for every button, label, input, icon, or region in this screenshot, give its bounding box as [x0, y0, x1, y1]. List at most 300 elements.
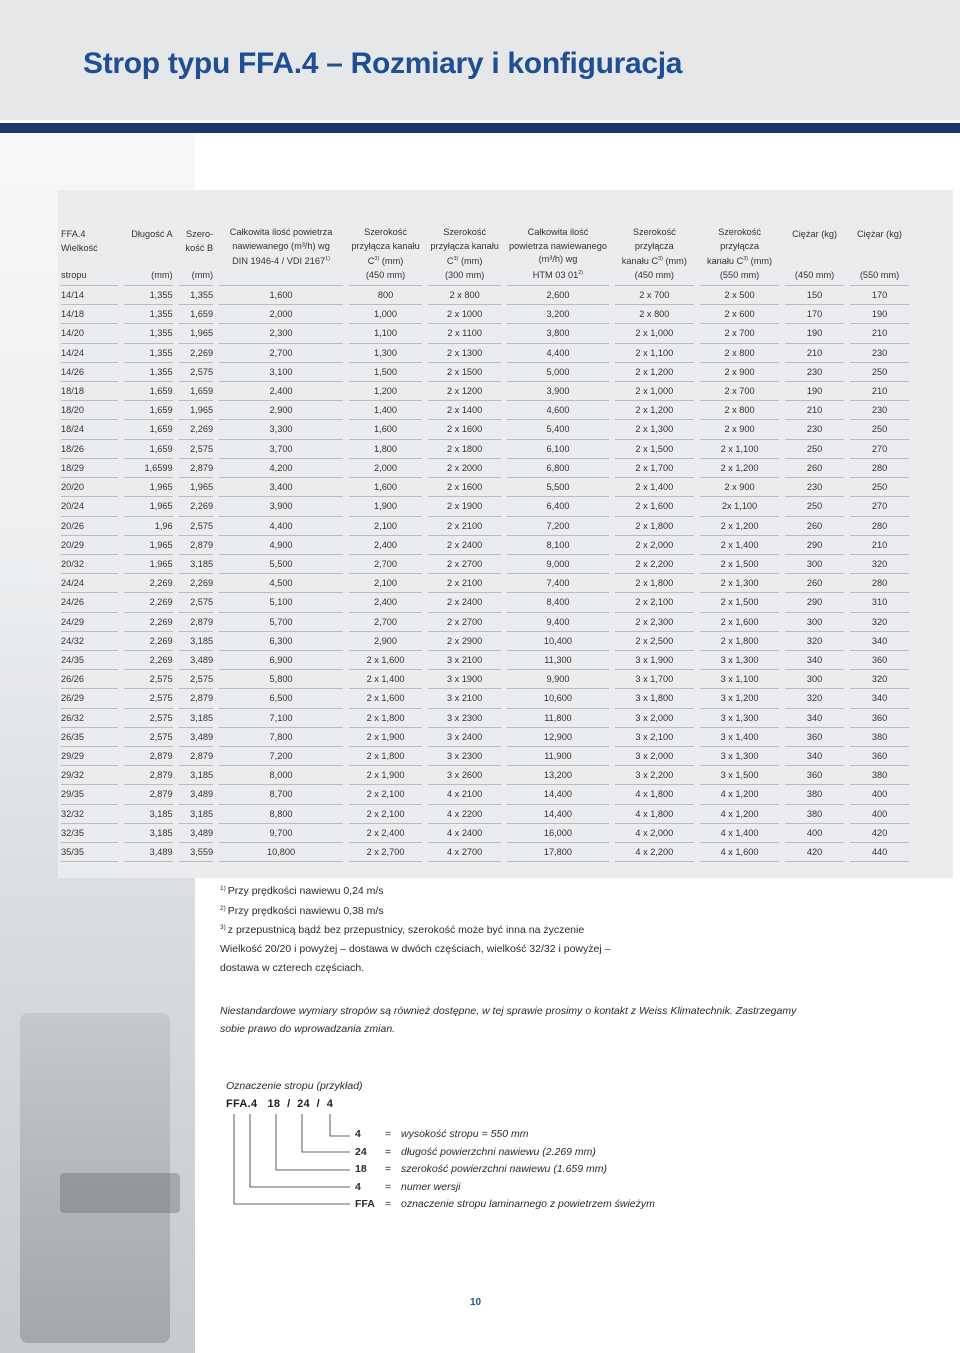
- table-cell: 260: [785, 517, 844, 536]
- table-cell: 8,700: [219, 785, 343, 804]
- table-cell: 1,355: [124, 305, 173, 324]
- table-cell: 2,879: [124, 766, 173, 785]
- table-cell: 340: [785, 709, 844, 728]
- table-cell: 2 x 2,200: [615, 555, 694, 574]
- table-row: [61, 440, 909, 459]
- table-cell: 29/32: [61, 766, 118, 785]
- table-cell: 6,800: [507, 459, 609, 478]
- table-cell: 8,100: [507, 536, 609, 555]
- table-cell: 26/35: [61, 728, 118, 747]
- table-cell: 4,500: [219, 574, 343, 593]
- designation-legend: [355, 1126, 655, 1214]
- legend-row: [355, 1126, 655, 1144]
- table-row: [61, 613, 909, 632]
- header-text: [813, 256, 816, 266]
- table-cell: 4 x 2,000: [615, 824, 694, 843]
- table-cell: 2,575: [179, 593, 214, 612]
- table-cell: 2,100: [349, 574, 422, 593]
- table-cell: 1,659: [124, 401, 173, 420]
- table-cell: 230: [785, 478, 844, 497]
- table-cell: 2 x 2,100: [349, 785, 422, 804]
- custom-sizes-note: Niestandardowe wymiary stropów są również dostępne, w tej sprawie prosimy o kontakt z Weiss Klimatechnik. Zastrzegamy sobie prawo do wprowadzania zmian.: [220, 1005, 797, 1035]
- page-title: Strop typu FFA.4 – Rozmiary i konfiguracja: [83, 47, 683, 80]
- table-cell: 210: [785, 401, 844, 420]
- header-line: [615, 269, 694, 283]
- header-line: [785, 242, 844, 256]
- legend-key: FFA: [355, 1198, 375, 1210]
- table-cell: 14/26: [61, 363, 118, 382]
- header-footnote-mark: 3): [658, 256, 663, 262]
- table-cell: 360: [850, 709, 909, 728]
- table-cell: 8,400: [507, 593, 609, 612]
- table-cell: 2,600: [507, 286, 609, 305]
- table-cell: 2 x 2700: [428, 613, 501, 632]
- header-text: [878, 256, 881, 266]
- table-cell: 400: [785, 824, 844, 843]
- table-cell: 24/32: [61, 632, 118, 651]
- table-cell: 1,000: [349, 305, 422, 324]
- table-cell: 230: [785, 420, 844, 439]
- header-line: [615, 226, 694, 240]
- table-cell: 2 x 1,600: [349, 651, 422, 670]
- table-cell: 1,659: [124, 420, 173, 439]
- table-cell: 9,400: [507, 613, 609, 632]
- table-row: [61, 555, 909, 574]
- table-cell: 9,900: [507, 670, 609, 689]
- table-cell: 1,659: [179, 382, 214, 401]
- table-cell: 7,800: [219, 728, 343, 747]
- header-line: [219, 269, 343, 283]
- table-cell: 360: [850, 747, 909, 766]
- footnote: [220, 924, 584, 936]
- table-cell: 4,900: [219, 536, 343, 555]
- header-text: C: [446, 256, 454, 267]
- table-cell: 2 x 2700: [428, 555, 501, 574]
- table-cell: 300: [785, 670, 844, 689]
- column-header: [61, 222, 118, 286]
- table-cell: 4 x 2,200: [615, 843, 694, 862]
- table-cell: 8,000: [219, 766, 343, 785]
- header-line: [124, 242, 173, 256]
- table-cell: 20/26: [61, 517, 118, 536]
- table-cell: 17,800: [507, 843, 609, 862]
- table-cell: 4,600: [507, 401, 609, 420]
- table-cell: 1,600: [219, 286, 343, 305]
- table-cell: 2 x 1900: [428, 497, 501, 516]
- header-text: Długość A: [131, 229, 173, 240]
- header-line: [700, 226, 779, 240]
- footnote-text: Przy prędkości nawiewu 0,38 m/s: [227, 905, 384, 917]
- table-cell: 2 x 1100: [428, 324, 501, 343]
- table-cell: 1,965: [124, 478, 173, 497]
- table-cell: 4 x 1,200: [700, 785, 779, 804]
- header-text: FFA.4: [61, 229, 86, 240]
- table-cell: 2 x 1200: [428, 382, 501, 401]
- table-cell: 3 x 2400: [428, 728, 501, 747]
- footnote-mark: 3): [220, 924, 226, 931]
- table-cell: 1,6599: [124, 459, 173, 478]
- table-cell: 2,575: [124, 709, 173, 728]
- table-cell: 7,100: [219, 709, 343, 728]
- table-cell: 3 x 1,900: [615, 651, 694, 670]
- table-header-row: [61, 222, 909, 286]
- header-text: kanału C: [621, 256, 659, 267]
- table-cell: 3,185: [179, 555, 214, 574]
- header-line: [61, 242, 118, 256]
- header-text: (550 mm): [859, 269, 900, 280]
- table-cell: 1,355: [124, 286, 173, 305]
- table-cell: 4 x 2400: [428, 824, 501, 843]
- table-cell: 2 x 1,300: [700, 574, 779, 593]
- table-cell: 190: [785, 382, 844, 401]
- table-cell: 3,185: [179, 709, 214, 728]
- header-line: [507, 267, 609, 283]
- table-cell: 2 x 2,400: [349, 824, 422, 843]
- column-header: [349, 222, 422, 286]
- table-cell: 1,355: [124, 363, 173, 382]
- table-cell: 2 x 1,800: [700, 632, 779, 651]
- column-header: [785, 222, 844, 286]
- header-line: [349, 240, 422, 254]
- table-cell: 3 x 1,100: [700, 670, 779, 689]
- table-cell: 2 x 900: [700, 478, 779, 497]
- table-cell: 400: [850, 785, 909, 804]
- header-line: [428, 240, 501, 254]
- table-cell: 320: [785, 689, 844, 708]
- header-text: nawiewanego (m³/h) wg: [232, 240, 330, 251]
- table-cell: 2 x 1,900: [349, 766, 422, 785]
- legend-row: [355, 1196, 655, 1214]
- header-line: [615, 253, 694, 269]
- table-cell: 230: [850, 344, 909, 363]
- table-cell: 4 x 1,800: [615, 785, 694, 804]
- header-text: Szerokość: [443, 227, 487, 237]
- column-header: [179, 222, 214, 286]
- table-cell: 340: [850, 689, 909, 708]
- table-cell: 2 x 1,600: [615, 497, 694, 516]
- header-line: [507, 240, 609, 254]
- table-cell: 1,600: [349, 420, 422, 439]
- legend-row: [355, 1179, 655, 1197]
- table-cell: 320: [850, 555, 909, 574]
- delivery-note: Wielkość 20/20 i powyżej – dostawa w dwóch częściach, wielkość 32/32 i powyżej –: [220, 943, 611, 955]
- table-cell: 310: [850, 593, 909, 612]
- table-cell: 3,400: [219, 478, 343, 497]
- table-cell: 440: [850, 843, 909, 862]
- table-cell: 3 x 2300: [428, 709, 501, 728]
- table-row: [61, 497, 909, 516]
- column-header: [124, 222, 173, 286]
- table-cell: 1,965: [179, 324, 214, 343]
- table-cell: 2 x 1,500: [700, 555, 779, 574]
- table-row: [61, 574, 909, 593]
- header-line: [785, 228, 844, 242]
- table-cell: 26/32: [61, 709, 118, 728]
- delivery-note: dostawa w czterech częściach.: [220, 962, 365, 974]
- table-cell: 2,100: [349, 517, 422, 536]
- table-row: [61, 805, 909, 824]
- table-cell: 2,000: [349, 459, 422, 478]
- table-cell: 340: [785, 747, 844, 766]
- table-cell: 3 x 1,700: [615, 670, 694, 689]
- legend-key: 24: [355, 1145, 367, 1158]
- table-row: [61, 689, 909, 708]
- header-line: [349, 253, 422, 269]
- table-cell: 420: [850, 824, 909, 843]
- header-text: Ciężar (kg): [792, 229, 838, 240]
- table-cell: 800: [349, 286, 422, 305]
- table-cell: 2,879: [179, 613, 214, 632]
- table-cell: 6,900: [219, 651, 343, 670]
- table-row: [61, 517, 909, 536]
- table-cell: 2,900: [219, 401, 343, 420]
- header-text: kanału C: [706, 256, 744, 267]
- header-text: (450 mm): [634, 269, 674, 280]
- table-cell: 2 x 700: [615, 286, 694, 305]
- table-cell: 4 x 2200: [428, 805, 501, 824]
- table-cell: 2,879: [179, 689, 214, 708]
- table-cell: 1,965: [124, 536, 173, 555]
- header-line: [850, 242, 909, 256]
- table-cell: 10,800: [219, 843, 343, 862]
- table-cell: 1,355: [124, 344, 173, 363]
- table-cell: 260: [785, 574, 844, 593]
- table-cell: 1,96: [124, 517, 173, 536]
- table-cell: 280: [850, 459, 909, 478]
- table-body: [61, 286, 909, 862]
- footnote-mark: 2): [220, 905, 226, 912]
- table-cell: 3 x 2,100: [615, 728, 694, 747]
- table-cell: 2,269: [124, 574, 173, 593]
- table-cell: 230: [785, 363, 844, 382]
- table-cell: 1,659: [124, 382, 173, 401]
- column-header: [219, 222, 343, 286]
- table-cell: 2 x 2,100: [349, 805, 422, 824]
- table-cell: 3,200: [507, 305, 609, 324]
- header-text: przyłącza kanału: [351, 240, 420, 251]
- header-text: [211, 256, 214, 266]
- table-cell: 2,000: [219, 305, 343, 324]
- header-line: [124, 228, 173, 242]
- table-cell: 2 x 1800: [428, 440, 501, 459]
- table-cell: 12,900: [507, 728, 609, 747]
- header-text: [280, 270, 283, 280]
- table-cell: 2,879: [124, 747, 173, 766]
- table-cell: 3,900: [219, 497, 343, 516]
- table-cell: 2 x 1,000: [615, 324, 694, 343]
- table-row: [61, 766, 909, 785]
- table-cell: 10,600: [507, 689, 609, 708]
- table-row: [61, 728, 909, 747]
- header-line: [850, 255, 909, 269]
- table-cell: 20/20: [61, 478, 118, 497]
- table-cell: 2,700: [219, 344, 343, 363]
- table-cell: 300: [785, 613, 844, 632]
- table-cell: 18/26: [61, 440, 118, 459]
- table-cell: 3,185: [124, 805, 173, 824]
- table-cell: 360: [850, 651, 909, 670]
- footnote-text: Przy prędkości nawiewu 0,24 m/s: [227, 885, 384, 897]
- table-cell: 9,700: [219, 824, 343, 843]
- table-cell: 260: [785, 459, 844, 478]
- legend-equals: =: [385, 1145, 392, 1158]
- header-line: [349, 269, 422, 283]
- table-cell: 3,559: [179, 843, 214, 862]
- table-cell: 5,700: [219, 613, 343, 632]
- table-cell: 2 x 1000: [428, 305, 501, 324]
- table-cell: 2 x 1,800: [615, 517, 694, 536]
- header-line: [700, 253, 779, 269]
- table-cell: 380: [785, 805, 844, 824]
- table-cell: 18/24: [61, 420, 118, 439]
- table-cell: 400: [850, 805, 909, 824]
- example-title: Oznaczenie stropu (przykład): [226, 1080, 363, 1092]
- table-cell: 2 x 2,700: [349, 843, 422, 862]
- table-cell: 3,489: [179, 824, 214, 843]
- header-text: stropu: [61, 269, 87, 280]
- header-text: (450 mm): [794, 269, 835, 280]
- table-row: [61, 747, 909, 766]
- table-cell: 250: [850, 478, 909, 497]
- column-header: [700, 222, 779, 286]
- table-cell: 4 x 1,800: [615, 805, 694, 824]
- table-cell: 1,965: [179, 401, 214, 420]
- table-cell: 2,700: [349, 613, 422, 632]
- table-cell: 250: [850, 363, 909, 382]
- table-cell: 2 x 1,400: [349, 670, 422, 689]
- table-cell: 2 x 700: [700, 382, 779, 401]
- table-row: [61, 651, 909, 670]
- table-cell: 380: [850, 766, 909, 785]
- header-line: [179, 269, 214, 283]
- header-text: przyłącza: [634, 240, 674, 251]
- size-table-wrap: [58, 222, 918, 862]
- table-cell: 2 x 1600: [428, 478, 501, 497]
- table-cell: 3 x 1,200: [700, 689, 779, 708]
- table-cell: 3,300: [219, 420, 343, 439]
- table-cell: 32/32: [61, 805, 118, 824]
- table-cell: 210: [850, 536, 909, 555]
- header-text: (mm): [662, 256, 687, 267]
- table-cell: 26/29: [61, 689, 118, 708]
- leader-line: [234, 1114, 350, 1204]
- table-cell: 1,500: [349, 363, 422, 382]
- table-cell: 2,269: [179, 574, 214, 593]
- designation-leader-lines: [220, 1110, 360, 1210]
- table-cell: 5,000: [507, 363, 609, 382]
- table-cell: 2 x 1,000: [615, 382, 694, 401]
- table-cell: 2,269: [179, 497, 214, 516]
- footnote: [220, 885, 384, 897]
- leader-line: [330, 1114, 350, 1136]
- legend-key: 4: [355, 1180, 361, 1193]
- table-cell: 3,700: [219, 440, 343, 459]
- table-cell: 2,300: [219, 324, 343, 343]
- table-cell: 29/29: [61, 747, 118, 766]
- header-line: [179, 228, 214, 242]
- header-text: Szerokość: [718, 227, 761, 237]
- table-cell: 2 x 1,800: [615, 574, 694, 593]
- header-line: [785, 269, 844, 283]
- footnote-text: z przepustnicą bądź bez przepustnicy, szerokość może być inna na życzenie: [227, 924, 585, 936]
- table-cell: 3 x 2,200: [615, 766, 694, 785]
- table-cell: 1,965: [179, 478, 214, 497]
- table-row: [61, 785, 909, 804]
- table-cell: 3 x 2,000: [615, 747, 694, 766]
- table-cell: 4 x 2100: [428, 785, 501, 804]
- table-cell: 2,575: [179, 517, 214, 536]
- table-cell: 2,269: [124, 593, 173, 612]
- table-cell: 2 x 1,600: [700, 613, 779, 632]
- table-cell: 1,355: [124, 324, 173, 343]
- legend-description: szerokość powierzchni nawiewu (1.659 mm): [401, 1163, 607, 1175]
- table-cell: 7,200: [507, 517, 609, 536]
- table-cell: 4 x 1,400: [700, 824, 779, 843]
- table-cell: 1,900: [349, 497, 422, 516]
- table-cell: 2,575: [124, 728, 173, 747]
- header-footnote-mark: 3): [743, 256, 749, 262]
- table-cell: 3,185: [179, 632, 214, 651]
- legend-key: 18: [355, 1163, 367, 1175]
- table-cell: 2 x 1300: [428, 344, 501, 363]
- table-cell: 320: [785, 632, 844, 651]
- header-line: [428, 269, 501, 283]
- header-line: [219, 253, 343, 269]
- table-cell: 4,400: [507, 344, 609, 363]
- header-line: [700, 269, 779, 283]
- table-cell: 2 x 1,900: [349, 728, 422, 747]
- header-line: [219, 226, 343, 240]
- table-cell: 1,965: [124, 497, 173, 516]
- table-cell: 2,269: [179, 420, 214, 439]
- legend-description: numer wersji: [401, 1180, 461, 1193]
- table-cell: 290: [785, 593, 844, 612]
- table-cell: 2 x 2100: [428, 574, 501, 593]
- table-cell: 340: [785, 651, 844, 670]
- table-cell: 2,400: [219, 382, 343, 401]
- table-cell: 1,965: [124, 555, 173, 574]
- table-cell: 3 x 1,300: [700, 709, 779, 728]
- header-text: Ciężar (kg): [857, 229, 902, 240]
- column-header: [850, 222, 909, 286]
- example-code: FFA.4 18 / 24 / 4: [226, 1098, 334, 1110]
- header-text: (mm): [748, 256, 773, 267]
- table-row: [61, 593, 909, 612]
- header-text: DIN 1946-4 / VDI 2167: [232, 256, 326, 267]
- header-line: [124, 255, 173, 269]
- table-cell: 2,575: [124, 689, 173, 708]
- table-cell: 2 x 1,600: [349, 689, 422, 708]
- table-cell: 3 x 2600: [428, 766, 501, 785]
- table-cell: 3,800: [507, 324, 609, 343]
- table-cell: 2 x 2000: [428, 459, 501, 478]
- table-cell: 2 x 1,500: [700, 593, 779, 612]
- table-cell: 20/29: [61, 536, 118, 555]
- table-cell: 280: [850, 517, 909, 536]
- table-cell: 6,500: [219, 689, 343, 708]
- table-cell: 10,400: [507, 632, 609, 651]
- table-cell: 210: [785, 344, 844, 363]
- leader-line: [302, 1114, 350, 1152]
- table-row: [61, 478, 909, 497]
- header-line: [850, 228, 909, 242]
- table-cell: 9,000: [507, 555, 609, 574]
- table-cell: 1,800: [349, 440, 422, 459]
- table-cell: 6,100: [507, 440, 609, 459]
- header-line: [785, 255, 844, 269]
- header-text: (300 mm): [444, 269, 485, 280]
- table-cell: 2,575: [179, 440, 214, 459]
